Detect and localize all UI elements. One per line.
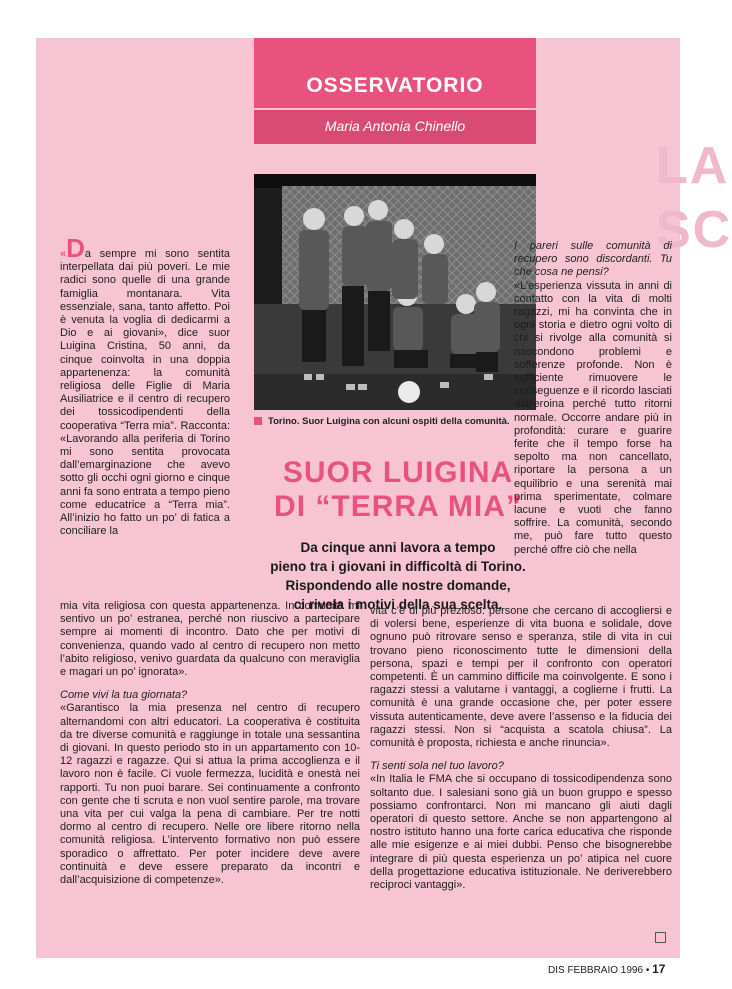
left-wide-column [60, 600, 360, 887]
answer-3: «In Italia le FMA che si occupano di tossicodipendenza sono soltanto due. I salesiani sono già un buon gruppo e spesso possiamo confrontarci. Non mi mancano gli aiuti dagli operatori di questo settore. Anche se non appartengono al nostro istituto hanno una forte carica educativa che risponde alle mie esigenze e ai miei dubbi. Penso che bisognerebbe integrare di più questa esperienza un po’ atipica nel cuore della progettazione educativa istituzionale. Ne deriverebbero reciproci vantaggi». [370, 773, 672, 892]
right-narrow-column [514, 240, 672, 557]
question-2: I pareri sulle comunità di recupero sono discordanti. Tu che cosa ne pensi? [514, 240, 672, 279]
deck-line-1: Da cinque anni lavora a tempo [300, 540, 496, 555]
intro-text-a: a sempre mi sono sentita interpellata dai più poveri. Le mie radici sono quelle di una grande famiglia montanara. Vita essenziale, sana, tanto affetto. Poi è venuta la voglia di dedicarmi a Dio e ai giovani», dice suor Luigina Cristina, 50 anni, da cinque coinvolta in una doppia appartenenza: la comunità religiosa delle Figlie di Maria Ausiliatrice e il centro di recupero dei tossicodipendenti della cooperativa “Terra mia”. Racconta: «Lavorando alla periferia di Torino mi sono sentita provocata dall’emarginazione che avevo sotto gli occhi ogni giorno e cinque anni fa sono entrata a tempo pieno come educatrice a “Terra mia”. All’inizio ho fatto un po’ di fatica a conciliare la [60, 248, 231, 538]
facing-page-bleed: LA SC [656, 137, 732, 259]
question-1: Come vivi la tua giornata? [60, 689, 188, 702]
right-wide-column [370, 605, 672, 892]
photo-caption [254, 416, 544, 427]
page-footer [548, 962, 665, 976]
dropcap-letter: D [66, 233, 85, 263]
answer-1: «Garantisco la mia presenza nel centro di recupero alternandomi con altri educatori. La cooperativa è costituita da tre diverse comunità e raggiunge in totale una sessantina di giovani. In questo periodo sto in un appartamento con 10-12 ragazzi e ragazze. Qui si attua la prima accoglienza e il lavoro non è facile. Ci vuole fermezza, lucidità e onestà nei rapporti. Tu non puoi barare. Sei continuamente a confronto con gente che ti scruta e non vuol sentire parole, ma trovare una vita per cui valga la pena di cambiare. Per tre notti dormo al centro di recupero. Nelle ore libere ritorno nella comunità religiosa. L’intervento formativo non può essere sporadico o affrettato. Per poter incidere deve avere continuità e deve essere preparato da incontri e dall’acquisizione di competenze». [60, 702, 360, 887]
question-3: Ti senti sola nel tuo lavoro? [370, 760, 504, 773]
caption-marker [254, 417, 262, 425]
intro-text-b: mia vita religiosa con questa appartenenza. In comunità mi sentivo un po’ estranea, perché non riuscivo a partecipare sempre ai momenti di incontro. Dato che per motivi di convenienza, quando vado al centro di recupero non metto l’abito religioso, venivo guardata da qualcuno con meraviglia e magari un po’ ignorata». [60, 600, 360, 679]
dropcap [60, 233, 85, 263]
byline-band [254, 110, 536, 144]
section-header [254, 38, 536, 108]
answer-2-end: vita c’è di più prezioso: persone che cercano di accogliersi e di volersi bene, esperienze di vita buona e solidale, dove ognuno può ritrovare senso e speranza, stile di vita in cui trovano pieno riconoscimento tutte le dimensioni della persona, spazi e tempi per il confronto con operatori competenti. È un cammino difficile ma coinvolgente. E sono i ragazzi stessi a valutarne i vantaggi, a coglierne i frutti. La comunità è una grande occasione che, per poter essere vissuta autenticamente, deve avere l’assenso e la fiducia dei ragazzi stessi. Non si “acquista a scatola chiusa”. La comunità è proposta, richiesta e anche rinuncia». [370, 605, 672, 750]
section-title: OSSERVATORIO [306, 74, 484, 97]
answer-2-start: «L’esperienza vissuta in anni di contatto con la vita di molti ragazzi, mi ha convinta che in ogni storia e dietro ogni volto di chi si rivolge alla comunità si nascondono problemi e sofferenze profonde. Non è sufficiente rimuovere le conseguenze e il ricordo lasciati dall’eroina perché tutto ritorni normale. Occorre andare più in profondità: curare e guarire ferite che il tempo forse ha sepolto ma non cancellato, riportare la persona a un equilibrio e una serenità mai prima sperimentate, colmare lacune e vuoti che fanno soffrire. La comunità, secondo me, può fare tutto questo perché offre ciò che nella [514, 279, 672, 556]
end-of-article-mark [655, 932, 666, 943]
page-number: 17 [652, 962, 666, 976]
headline-line-2: DI “TERRA MIA” [274, 490, 522, 523]
photo-caption-text: Torino. Suor Luigina con alcuni ospiti della comunità. [268, 416, 510, 427]
group-photo-illustration [254, 174, 536, 410]
opening-quote-mark: « [60, 248, 67, 260]
author-byline: Maria Antonia Chinello [324, 118, 466, 134]
headline-line-1: SUOR LUIGINA [282, 456, 514, 489]
deck-line-2: pieno tra i giovani in difficoltà di Torino. [270, 559, 526, 574]
magazine-page [36, 38, 732, 958]
article-headline [246, 456, 550, 524]
issue-label: DIS FEBBRAIO 1996 • [548, 965, 650, 976]
deck-line-4: ci rivela i motivi della sua scelta. [293, 597, 503, 612]
group-photo [254, 174, 536, 410]
intro-paragraph-start [60, 233, 231, 538]
deck-line-3: Rispondendo alle nostre domande, [285, 578, 511, 593]
